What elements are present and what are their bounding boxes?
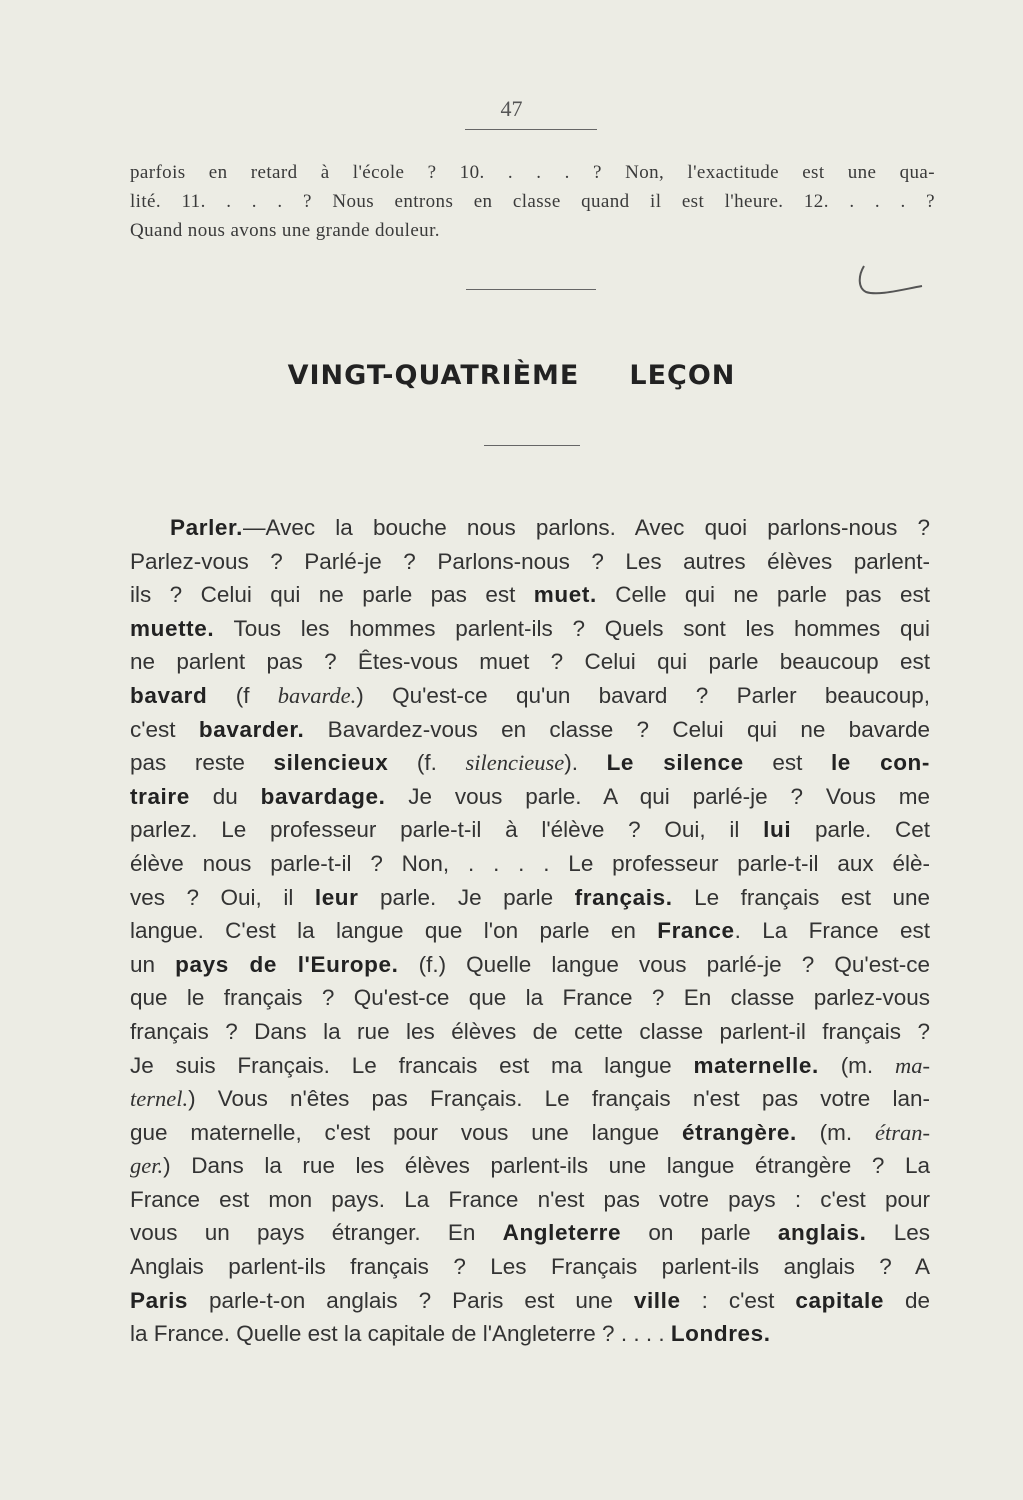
lesson-line [130, 578, 930, 612]
page-number: 47 [500, 96, 523, 121]
bold-term: France [657, 918, 735, 944]
lesson-line [130, 1049, 930, 1083]
bold-term: ville [633, 1287, 681, 1313]
lesson-text: vous un pays étranger. En [130, 1220, 503, 1246]
lesson-text: c'est [130, 716, 199, 742]
lesson-text: du [189, 783, 261, 809]
lesson-text: pas reste [130, 750, 274, 776]
italic-term: étran- [875, 1119, 930, 1145]
lesson-text: Les [866, 1220, 931, 1246]
lesson-line [130, 1250, 930, 1284]
lesson-text: : c'est [680, 1287, 796, 1313]
bold-term: traire [130, 783, 190, 809]
lesson-text: élève nous parle-t-il ? Non, . . . . Le professeur parle-t-il aux élè- [130, 850, 930, 876]
lesson-text: un [130, 951, 176, 977]
lesson-text: Tous les hommes parlent-ils ? Quels sont les hommes qui [214, 615, 930, 641]
lesson-text: (m. [818, 1052, 895, 1078]
lesson-text: ne parlent pas ? Êtes-vous muet ? Celui qui parle beaucoup est [130, 649, 930, 675]
bold-term: Angleterre [502, 1220, 622, 1246]
lesson-line [130, 948, 930, 982]
bold-term: Londres. [670, 1321, 771, 1347]
lesson-body [130, 511, 930, 1351]
italic-term: bavarde. [277, 682, 357, 708]
lesson-text: français ? Dans la rue les élèves de cette classe parlent-il français ? [130, 1018, 930, 1044]
lesson-line [130, 1216, 930, 1250]
bold-term: bavard [130, 682, 208, 708]
bold-term: muette. [130, 615, 215, 641]
bold-term: pays de l'Europe. [175, 951, 399, 977]
lesson-text: est [743, 750, 831, 776]
lesson-line [130, 981, 930, 1015]
lesson-text: on parle [621, 1220, 778, 1246]
lesson-text: (f.) Quelle langue vous parlé-je ? Qu'est-ce [398, 951, 930, 977]
lesson-text: parlez. Le professeur parle-t-il à l'élève ? Oui, il [130, 817, 764, 843]
lesson-text: parle. Je parle [358, 884, 575, 910]
lesson-text: —Avec la bouche nous parlons. Avec quoi parlons-nous ? [243, 515, 930, 540]
intro-paragraph [130, 158, 935, 245]
lesson-text: parle. Cet [791, 817, 930, 843]
lesson-text: ves ? Oui, il [130, 884, 315, 910]
lesson-line [130, 881, 930, 915]
bold-term: maternelle. [693, 1052, 819, 1078]
lesson-text: (f. [388, 750, 466, 776]
bold-term: français. [574, 884, 673, 910]
lesson-line [130, 612, 930, 646]
section-rule [466, 289, 596, 290]
lesson-text: ) Dans la rue les élèves parlent-ils une langue étrangère ? La [163, 1153, 930, 1179]
lesson-text: Le français est une [672, 884, 930, 910]
lesson-line [130, 1015, 930, 1049]
lesson-text: (m. [796, 1119, 875, 1145]
italic-term: ger. [130, 1153, 164, 1179]
lesson-text: France est mon pays. La France n'est pas votre pays : c'est pour [130, 1186, 930, 1212]
bold-term: Parler. [170, 515, 244, 540]
lesson-text: Bavardez-vous en classe ? Celui qui ne bavarde [304, 716, 930, 742]
lesson-text: parle-t-on anglais ? Paris est une [188, 1287, 634, 1313]
lesson-line [130, 1284, 930, 1318]
lesson-text: (f [207, 682, 278, 708]
bold-term: leur [314, 884, 359, 910]
lesson-text: gue maternelle, c'est pour vous une langue [130, 1119, 682, 1145]
lesson-text: Anglais parlent-ils français ? Les Français parlent-ils anglais ? A [130, 1254, 930, 1280]
lesson-text: Je suis Français. Le francais est ma langue [130, 1052, 694, 1078]
lesson-text: la France. Quelle est la capitale de l'Angleterre ? . . . . [130, 1321, 671, 1347]
lesson-line [130, 1317, 930, 1351]
intro-line: Quand nous avons une grande douleur. [130, 220, 440, 241]
lesson-line [130, 545, 930, 579]
bold-term: bavardage. [260, 783, 386, 809]
lesson-text: ). [564, 750, 607, 776]
lesson-line [130, 1149, 930, 1183]
italic-term: silencieuse [465, 750, 565, 776]
lesson-line [130, 645, 930, 679]
lesson-line [130, 1116, 930, 1150]
lesson-line [130, 780, 930, 814]
bold-term: Le silence [606, 750, 744, 776]
italic-term: ma- [895, 1052, 930, 1078]
bold-term: silencieux [273, 750, 389, 776]
lesson-line [130, 1183, 930, 1217]
bold-term: lui [763, 817, 792, 843]
lesson-line [130, 813, 930, 847]
italic-term: ternel. [130, 1086, 189, 1112]
lesson-text: ils ? Celui qui ne parle pas est [130, 582, 534, 608]
bold-term: muet. [533, 582, 597, 608]
lesson-line [130, 511, 930, 545]
lesson-text: ) Vous n'êtes pas Français. Le français n'est pas votre lan- [188, 1086, 930, 1112]
bold-term: Paris [130, 1287, 189, 1313]
lesson-heading-ordinal: VINGT-QUATRIÈME [287, 360, 580, 391]
lesson-line [130, 679, 930, 713]
lesson-line [130, 914, 930, 948]
top-rule [465, 129, 597, 130]
lesson-text: ) Qu'est-ce qu'un bavard ? Parler beaucoup, [356, 682, 931, 708]
lesson-text: Je vous parle. A qui parlé-je ? Vous me [385, 783, 930, 809]
intro-line: lité. 11. . . . ? Nous entrons en classe quand il est l'heure. 12. . . . ? [130, 191, 935, 212]
lesson-line [130, 847, 930, 881]
intro-line: parfois en retard à l'école ? 10. . . . ? Non, l'exactitude est une qua- [130, 162, 935, 183]
lesson-text: langue. C'est la langue que l'on parle en [130, 918, 658, 944]
lesson-text: Parlez-vous ? Parlé-je ? Parlons-nous ? Les autres élèves parlent- [130, 548, 930, 574]
lesson-line [130, 1082, 930, 1116]
heading-rule [484, 445, 580, 446]
lesson-text: . La France est [734, 918, 930, 944]
lesson-text: que le français ? Qu'est-ce que la France ? En classe parlez-vous [130, 985, 930, 1011]
lesson-text: de [883, 1287, 930, 1313]
lesson-heading-word: LEÇON [629, 360, 736, 391]
pencil-mark-icon [850, 262, 930, 302]
bold-term: capitale [795, 1287, 884, 1313]
bold-term: bavarder. [198, 716, 305, 742]
lesson-line [130, 746, 930, 780]
lesson-line [130, 713, 930, 747]
bold-term: anglais. [777, 1220, 867, 1246]
lesson-heading [0, 360, 1023, 391]
lesson-text: Celle qui ne parle pas est [596, 582, 930, 608]
bold-term: le con- [830, 750, 930, 776]
bold-term: étrangère. [682, 1119, 797, 1145]
